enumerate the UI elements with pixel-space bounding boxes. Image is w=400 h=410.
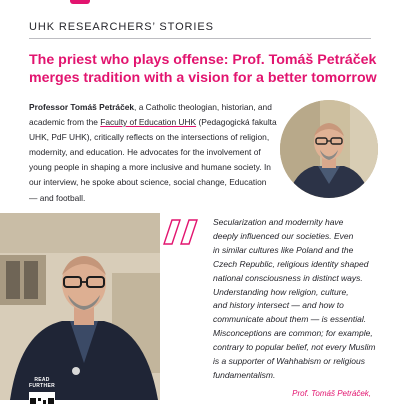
section-label: UHK RESEARCHERS’ STORIES: [29, 21, 214, 33]
intro-text-2: (Pedagogická fakulta UHK, PdF UHK), critically reflects on the intersections of religion, modernity, and education. He advocates for the involvement of young people in shaping a more inclusive and humane society. In our interview, he spoke about science, social change, Education — and football.: [29, 117, 277, 203]
quote-line: in similar cultures like Poland and the: [213, 244, 354, 255]
article-intro: [29, 100, 277, 206]
article-headline: The priest who plays offense: Prof. Tomáš Petráček merges tradition with a vision for a better tomorrow: [29, 52, 377, 86]
top-accent-tab: [70, 0, 90, 4]
quote-line: Secularization and modernity have: [213, 217, 344, 227]
quote-attribution: Prof. Tomáš Petráček,: [292, 389, 371, 398]
quote-line: contrary to popular belief, not every Muslim: [213, 342, 376, 353]
pull-quote: [213, 216, 385, 383]
quote-line: is a supporter of Wahhabism or religious: [213, 356, 365, 367]
quote-line: communicate about them — is essential.: [213, 314, 367, 325]
quote-mark-icon: [162, 219, 202, 245]
qr-code[interactable]: [29, 392, 55, 400]
faculty-link[interactable]: Faculty of Education UHK: [100, 117, 197, 128]
intro-text-1: , a Catholic theologian, historian, and academic from the: [29, 102, 272, 128]
quote-line: Understanding how religion, culture,: [213, 286, 349, 297]
quote-line: fundamentalism.: [213, 369, 276, 380]
quote-line: Misconceptions are common; for example,: [213, 328, 373, 339]
portrait-photo: [280, 100, 378, 198]
intro-name: Professor Tomáš Petráček: [29, 102, 135, 112]
featured-photo: [0, 213, 160, 400]
quote-line: national consciousness in distinct ways.: [213, 272, 363, 283]
quote-line: Czech Republic, religious identity shaped: [213, 258, 369, 269]
quote-line: and history intersect — and how to: [213, 300, 344, 311]
read-further-label: READ FURTHER: [29, 377, 55, 389]
quote-line: deeply influenced our societies. Even: [213, 230, 354, 241]
header-divider: [29, 38, 371, 39]
